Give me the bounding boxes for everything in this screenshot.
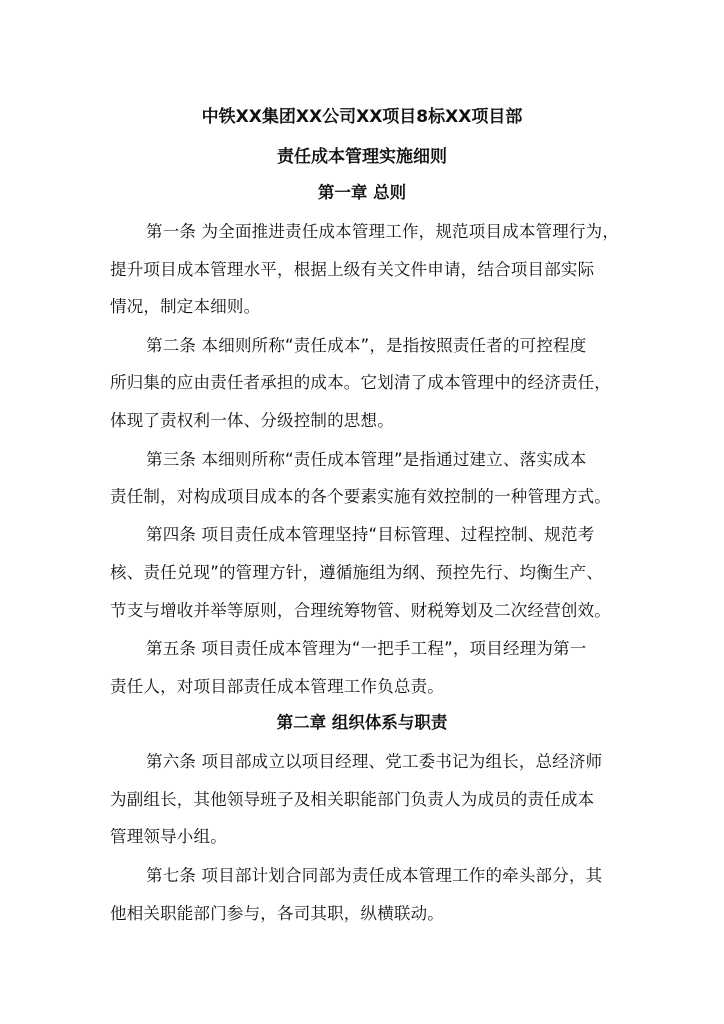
paragraph-line: 责任人，对项目部责任成本管理工作负总责。	[110, 677, 444, 696]
document-subtitle: 责任成本管理实施细则	[277, 147, 447, 167]
paragraph-line: 体现了责权利一体、分级控制的思想。	[110, 411, 394, 430]
paragraph-line: 情况，制定本细则。	[110, 297, 261, 316]
chapter-heading: 第二章 组织体系与职责	[276, 713, 448, 732]
paragraph-line: 他相关职能部门参与，各司其职，纵横联动。	[110, 904, 444, 923]
paragraph-line: 提升项目成本管理水平，根据上级有关文件申请，结合项目部实际	[110, 260, 595, 279]
paragraph-line: 节支与增收并举等原则，合理统筹物管、财税筹划及二次经营创效。	[110, 601, 611, 620]
paragraph-line: 第二条 本细则所称“责任成本”，是指按照责任者的可控程度	[146, 336, 587, 355]
paragraph-line: 第一条 为全面推进责任成本管理工作，规范项目成本管理行为，	[146, 222, 620, 241]
document-title: 中铁XX集团XX公司XX项目8标XX项目部	[201, 107, 523, 127]
paragraph-line: 管理领导小组。	[110, 827, 227, 846]
paragraph-line: 第四条 项目责任成本管理坚持“目标管理、过程控制、规范考	[146, 525, 595, 544]
paragraph-line: 第六条 项目部成立以项目经理、党工委书记为组长，总经济师	[146, 752, 603, 771]
paragraph-line: 所归集的应由责任者承担的成本。它划清了成本管理中的经济责任，	[110, 373, 611, 392]
paragraph-line: 为副组长，其他领导班子及相关职能部门负责人为成员的责任成本	[110, 790, 595, 809]
paragraph-line: 第三条 本细则所称“责任成本管理”是指通过建立、落实成本	[146, 450, 587, 469]
chapter-heading: 第一章 总则	[317, 183, 407, 202]
paragraph-line: 第七条 项目部计划合同部为责任成本管理工作的牵头部分，其	[146, 866, 603, 885]
paragraph-line: 第五条 项目责任成本管理为“一把手工程”，项目经理为第一	[146, 639, 587, 658]
paragraph-line: 核、责任兑现”的管理方针，遵循施组为纲、预控先行、均衡生产、	[110, 563, 604, 582]
paragraph-line: 责任制，对构成项目成本的各个要素实施有效控制的一种管理方式。	[110, 487, 611, 506]
